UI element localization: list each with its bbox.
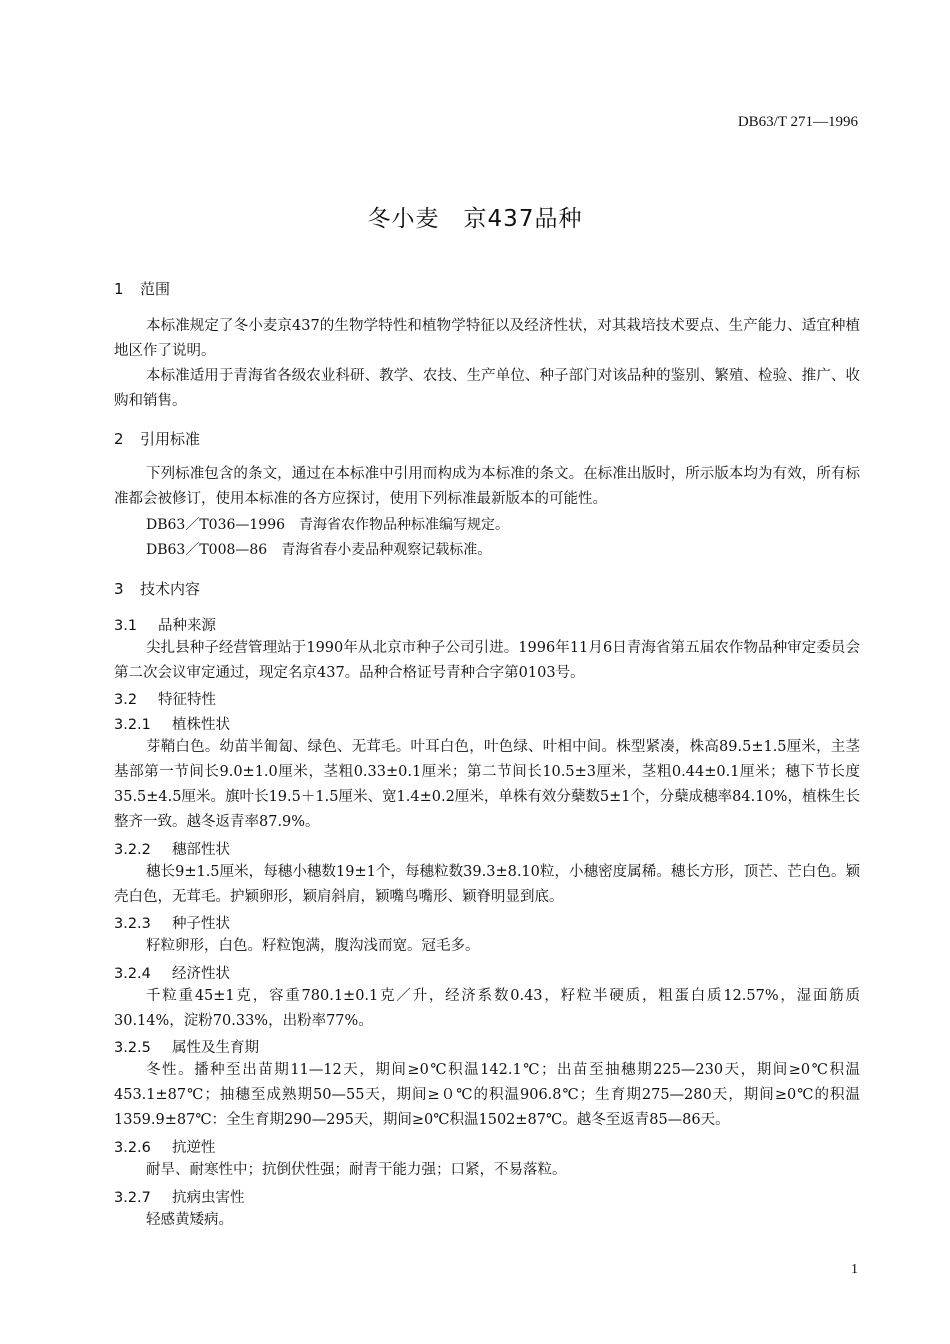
section-title: 属性及生育期 xyxy=(172,1040,259,1056)
subsection-3-2-2-heading xyxy=(114,838,230,859)
section-title: 种子性状 xyxy=(172,916,230,932)
section-title: 品种来源 xyxy=(158,618,216,634)
section-number: 3.2.2 xyxy=(114,842,151,858)
subsection-3-1-heading xyxy=(114,614,216,635)
subsection-3-2-4-heading xyxy=(114,962,230,983)
section-title: 范围 xyxy=(140,280,171,298)
reference-item: DB63／T008—86 青海省春小麦品种观察记载标准。 xyxy=(146,542,492,558)
paragraph: 千粒重45±1克，容重780.1±0.1克／升，经济系数0.43，籽粒半硬质，粗蛋白质12.57%，湿面筋质30.14%，淀粉70.33%，出粉率77%。 xyxy=(114,988,860,1029)
section-title: 抗病虫害性 xyxy=(172,1190,245,1206)
section-title: 特征特性 xyxy=(158,692,216,708)
section-2-heading xyxy=(114,428,200,449)
section-number: 3.2.5 xyxy=(114,1040,151,1056)
paragraph: 芽鞘白色。幼苗半匍匐、绿色、无茸毛。叶耳白色，叶色绿、叶相中间。株型紧凑，株高89.5±1.5厘米，主茎基部第一节间长9.0±1.0厘米，茎粗0.33±0.1厘米；第二节间长10.5±3厘米，茎粗0.44±0.1厘米；穗下节长度35.5±4.5厘米。旗叶长19.5＋1.5厘米、宽1.4±0.2厘米，单株有效分蘖数5±1个，分蘖成穗率84.10%，植株生长整齐一致。越冬返青率87.9%。 xyxy=(114,739,860,830)
subsection-3-2-6-heading xyxy=(114,1136,216,1157)
section-title: 引用标准 xyxy=(140,430,201,448)
section-number: 3.2.3 xyxy=(114,916,151,932)
section-title: 植株性状 xyxy=(172,717,230,733)
paragraph: 籽粒卵形，白色。籽粒饱满，腹沟浅而宽。冠毛多。 xyxy=(146,938,480,954)
section-3-heading xyxy=(114,578,200,599)
section-number: 3.2.7 xyxy=(114,1190,151,1206)
section-title: 抗逆性 xyxy=(172,1140,216,1156)
section-number: 2 xyxy=(114,430,124,448)
paragraph: 耐旱、耐寒性中；抗倒伏性强；耐青干能力强；口紧，不易落粒。 xyxy=(146,1162,567,1178)
subsection-3-2-3-heading xyxy=(114,912,230,933)
section-number: 3.2 xyxy=(114,692,138,708)
section-title: 穗部性状 xyxy=(172,842,230,858)
section-number: 1 xyxy=(114,280,124,298)
subsection-3-2-1-heading xyxy=(114,713,230,734)
page-title: 冬小麦 京437品种 xyxy=(367,206,583,232)
paragraph: 尖扎县种子经营管理站于1990年从北京市种子公司引进。1996年11月6日青海省第五届农作物品种审定委员会第二次会议审定通过，现定名京437。品种合格证号青种合字第0103号。 xyxy=(114,640,860,681)
section-title: 技术内容 xyxy=(140,580,201,598)
paragraph: 穗长9±1.5厘米，每穗小穗数19±1个，每穗粒数39.3±8.10粒，小穗密度属稀。穗长方形，顶芒、芒白色。颖壳白色，无茸毛。护颖卵形，颖肩斜肩，颖嘴鸟嘴形、颖脊明显到底。 xyxy=(114,864,860,905)
paragraph: 冬性。播种至出苗期11—12天，期间≥0℃积温142.1℃；出苗至抽穗期225—230天，期间≥0℃积温453.1±87℃；抽穗至成熟期50—55天，期间≥０℃的积温906.8℃；生育期275—280天，期间≥0℃的积温1359.9±87℃：全生育期290—295天，期间≥0℃积温1502±87℃。越冬至返青85—86天。 xyxy=(114,1062,860,1128)
paragraph: 下列标准包含的条文，通过在本标准中引用而构成为本标准的条文。在标准出版时，所示版本均为有效，所有标准都会被修订，使用本标准的各方应探讨，使用下列标准最新版本的可能性。 xyxy=(114,466,860,507)
section-number: 3.2.1 xyxy=(114,717,151,733)
page-number: 1 xyxy=(851,1262,858,1277)
paragraph: 轻感黄矮病。 xyxy=(146,1212,233,1228)
reference-item: DB63／T036—1996 青海省农作物品种标准编写规定。 xyxy=(146,517,510,533)
standard-code: DB63/T 271—1996 xyxy=(737,114,858,130)
section-number: 3 xyxy=(114,580,124,598)
paragraph: 本标准规定了冬小麦京437的生物学特性和植物学特征以及经济性状，对其栽培技术要点、生产能力、适宜种植地区作了说明。 xyxy=(114,318,860,359)
section-number: 3.2.6 xyxy=(114,1140,151,1156)
subsection-3-2-5-heading xyxy=(114,1036,259,1057)
section-number: 3.1 xyxy=(114,618,138,634)
section-title: 经济性状 xyxy=(172,966,230,982)
subsection-3-2-7-heading xyxy=(114,1186,245,1207)
subsection-3-2-heading xyxy=(114,688,216,709)
section-number: 3.2.4 xyxy=(114,966,151,982)
section-1-heading xyxy=(114,278,170,299)
paragraph: 本标准适用于青海省各级农业科研、教学、农技、生产单位、种子部门对该品种的鉴别、繁殖、检验、推广、收购和销售。 xyxy=(114,368,860,409)
